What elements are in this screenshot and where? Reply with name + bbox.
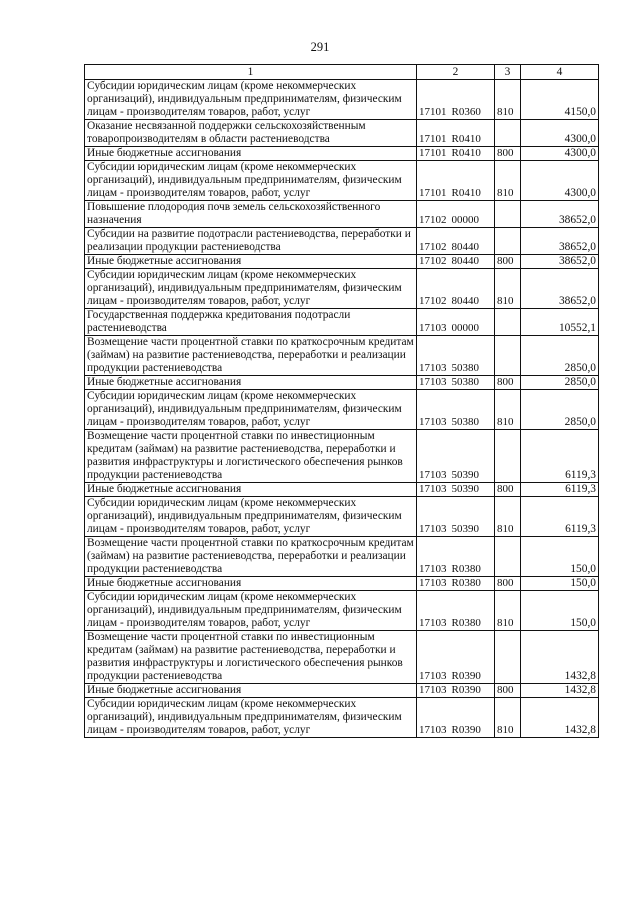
table-row [85, 537, 599, 577]
row-amount: 38652,0 [521, 201, 599, 228]
row-code-direction: R0380 [451, 577, 481, 589]
row-expense-type [495, 336, 521, 376]
row-code [417, 631, 495, 684]
header-col-amount: 4 [521, 65, 599, 80]
row-expense-type: 800 [495, 147, 521, 161]
row-code-direction: R0410 [451, 147, 481, 159]
row-amount: 4300,0 [521, 147, 599, 161]
row-code-direction: R0410 [451, 187, 481, 199]
row-amount: 4300,0 [521, 161, 599, 201]
table-row [85, 497, 599, 537]
row-code [417, 147, 495, 161]
table-row [85, 336, 599, 376]
row-amount: 6119,3 [521, 497, 599, 537]
table-row [85, 577, 599, 591]
row-code [417, 497, 495, 537]
row-name: Субсидии юридическим лицам (кроме некоммерческих организаций), индивидуальным предпринимателям, физическим лицам - производителям товаров, работ, услуг [85, 80, 417, 120]
row-code-program: 17101 [419, 187, 447, 199]
row-name: Субсидии юридическим лицам (кроме некоммерческих организаций), индивидуальным предпринимателям, физическим лицам - производителям товаров, работ, услуг [85, 497, 417, 537]
row-code-direction: 80440 [451, 295, 479, 307]
row-code-program: 17101 [419, 106, 447, 118]
row-name: Повышение плодородия почв земель сельскохозяйственного назначения [85, 201, 417, 228]
row-expense-type [495, 120, 521, 147]
row-expense-type [495, 201, 521, 228]
row-code-program: 17101 [419, 147, 447, 159]
row-code-direction: 80440 [451, 241, 479, 253]
row-name: Субсидии на развитие подотрасли растениеводства, переработки и реализации продукции растениеводства [85, 228, 417, 255]
row-code [417, 537, 495, 577]
row-code-program: 17103 [419, 322, 447, 334]
row-code-program: 17103 [419, 724, 447, 736]
row-code [417, 577, 495, 591]
row-code-program: 17103 [419, 617, 447, 629]
row-name: Иные бюджетные ассигнования [85, 483, 417, 497]
row-code-direction: 50380 [451, 362, 479, 374]
page-number: 291 [310, 40, 330, 54]
row-code-direction: 50380 [451, 416, 479, 428]
row-expense-type [495, 309, 521, 336]
table-row [85, 255, 599, 269]
row-expense-type: 810 [495, 390, 521, 430]
row-code-direction: 80440 [451, 255, 479, 267]
row-amount: 2850,0 [521, 376, 599, 390]
row-name: Субсидии юридическим лицам (кроме некоммерческих организаций), индивидуальным предпринимателям, физическим лицам - производителям товаров, работ, услуг [85, 390, 417, 430]
row-code [417, 120, 495, 147]
row-amount: 10552,1 [521, 309, 599, 336]
row-code [417, 309, 495, 336]
row-amount: 38652,0 [521, 228, 599, 255]
row-expense-type: 800 [495, 483, 521, 497]
row-amount: 38652,0 [521, 269, 599, 309]
row-code-direction: R0360 [451, 106, 481, 118]
budget-table [84, 64, 599, 738]
header-col-code: 2 [417, 65, 495, 80]
row-amount: 2850,0 [521, 390, 599, 430]
row-code-program: 17102 [419, 241, 447, 253]
row-code-direction: 50390 [451, 523, 479, 535]
row-expense-type [495, 430, 521, 483]
table-row [85, 698, 599, 738]
row-code-direction: 00000 [451, 322, 479, 334]
row-code [417, 228, 495, 255]
row-code-program: 17103 [419, 577, 447, 589]
row-expense-type: 810 [495, 497, 521, 537]
row-code [417, 80, 495, 120]
row-code-direction: R0380 [451, 617, 481, 629]
row-code-program: 17103 [419, 469, 447, 481]
row-code-program: 17103 [419, 523, 447, 535]
row-expense-type: 810 [495, 269, 521, 309]
table-row [85, 201, 599, 228]
row-name: Субсидии юридическим лицам (кроме некоммерческих организаций), индивидуальным предпринимателям, физическим лицам - производителям товаров, работ, услуг [85, 591, 417, 631]
table-row [85, 390, 599, 430]
table-row [85, 269, 599, 309]
row-code-direction: R0390 [451, 670, 481, 682]
row-code-direction: 50380 [451, 376, 479, 388]
row-expense-type: 810 [495, 698, 521, 738]
row-name: Иные бюджетные ассигнования [85, 577, 417, 591]
row-name: Иные бюджетные ассигнования [85, 255, 417, 269]
row-code [417, 483, 495, 497]
row-name: Субсидии юридическим лицам (кроме некоммерческих организаций), индивидуальным предпринимателям, физическим лицам - производителям товаров, работ, услуг [85, 698, 417, 738]
header-col-vr: 3 [495, 65, 521, 80]
row-code-program: 17103 [419, 376, 447, 388]
table-row [85, 147, 599, 161]
row-code-program: 17103 [419, 670, 447, 682]
row-name: Иные бюджетные ассигнования [85, 376, 417, 390]
row-code [417, 161, 495, 201]
row-code-program: 17103 [419, 684, 447, 696]
row-code-direction: R0410 [451, 133, 481, 145]
row-code [417, 201, 495, 228]
row-name: Возмещение части процентной ставки по инвестиционным кредитам (займам) на развитие растениеводства, переработки и развития инфраструктуры и логистического обеспечения рынков продукции растениеводства [85, 631, 417, 684]
table-row [85, 430, 599, 483]
row-code [417, 698, 495, 738]
row-code [417, 269, 495, 309]
row-expense-type [495, 631, 521, 684]
row-name: Иные бюджетные ассигнования [85, 684, 417, 698]
table-row [85, 228, 599, 255]
row-code-program: 17103 [419, 416, 447, 428]
row-code-direction: R0390 [451, 724, 481, 736]
row-code-program: 17103 [419, 362, 447, 374]
row-expense-type: 800 [495, 376, 521, 390]
row-expense-type: 800 [495, 684, 521, 698]
table-row [85, 684, 599, 698]
table-row [85, 631, 599, 684]
row-amount: 6119,3 [521, 483, 599, 497]
row-expense-type [495, 537, 521, 577]
row-amount: 1432,8 [521, 631, 599, 684]
row-code-direction: 50390 [451, 483, 479, 495]
row-expense-type [495, 228, 521, 255]
row-code [417, 684, 495, 698]
row-expense-type: 810 [495, 161, 521, 201]
row-code [417, 430, 495, 483]
row-amount: 150,0 [521, 577, 599, 591]
row-amount: 1432,8 [521, 698, 599, 738]
row-code-direction: 00000 [451, 214, 479, 226]
row-amount: 150,0 [521, 537, 599, 577]
row-amount: 2850,0 [521, 336, 599, 376]
row-code-program: 17102 [419, 214, 447, 226]
row-name: Возмещение части процентной ставки по краткосрочным кредитам (займам) на развитие растениеводства, переработки и реализации продукции растениеводства [85, 537, 417, 577]
row-code-program: 17103 [419, 483, 447, 495]
table-row [85, 161, 599, 201]
row-name: Возмещение части процентной ставки по краткосрочным кредитам (займам) на развитие растениеводства, переработки и реализации продукции растениеводства [85, 336, 417, 376]
row-code [417, 255, 495, 269]
row-amount: 4150,0 [521, 80, 599, 120]
row-amount: 150,0 [521, 591, 599, 631]
table-row [85, 120, 599, 147]
row-name: Субсидии юридическим лицам (кроме некоммерческих организаций), индивидуальным предпринимателям, физическим лицам - производителям товаров, работ, услуг [85, 161, 417, 201]
row-code-direction: 50390 [451, 469, 479, 481]
row-amount: 4300,0 [521, 120, 599, 147]
row-code-program: 17103 [419, 563, 447, 575]
row-name: Государственная поддержка кредитования подотрасли растениеводства [85, 309, 417, 336]
row-expense-type: 800 [495, 577, 521, 591]
row-name: Субсидии юридическим лицам (кроме некоммерческих организаций), индивидуальным предпринимателям, физическим лицам - производителям товаров, работ, услуг [85, 269, 417, 309]
table-row [85, 80, 599, 120]
row-code [417, 390, 495, 430]
row-amount: 6119,3 [521, 430, 599, 483]
row-expense-type: 800 [495, 255, 521, 269]
row-name: Возмещение части процентной ставки по инвестиционным кредитам (займам) на развитие растениеводства, переработки и развития инфраструктуры и логистического обеспечения рынков продукции растениеводства [85, 430, 417, 483]
row-code-program: 17102 [419, 295, 447, 307]
row-expense-type: 810 [495, 591, 521, 631]
table-row [85, 483, 599, 497]
header-col-name: 1 [85, 65, 417, 80]
table-header-row [85, 65, 599, 80]
row-code [417, 591, 495, 631]
table-row [85, 591, 599, 631]
row-amount: 1432,8 [521, 684, 599, 698]
row-expense-type: 810 [495, 80, 521, 120]
row-code-program: 17102 [419, 255, 447, 267]
row-name: Иные бюджетные ассигнования [85, 147, 417, 161]
row-code-program: 17101 [419, 133, 447, 145]
table-row [85, 309, 599, 336]
row-code-direction: R0390 [451, 684, 481, 696]
row-name: Оказание несвязанной поддержки сельскохозяйственным товаропроизводителям в области растениеводства [85, 120, 417, 147]
budget-table-body [85, 65, 599, 738]
row-code [417, 376, 495, 390]
table-row [85, 376, 599, 390]
row-amount: 38652,0 [521, 255, 599, 269]
row-code-direction: R0380 [451, 563, 481, 575]
row-code [417, 336, 495, 376]
